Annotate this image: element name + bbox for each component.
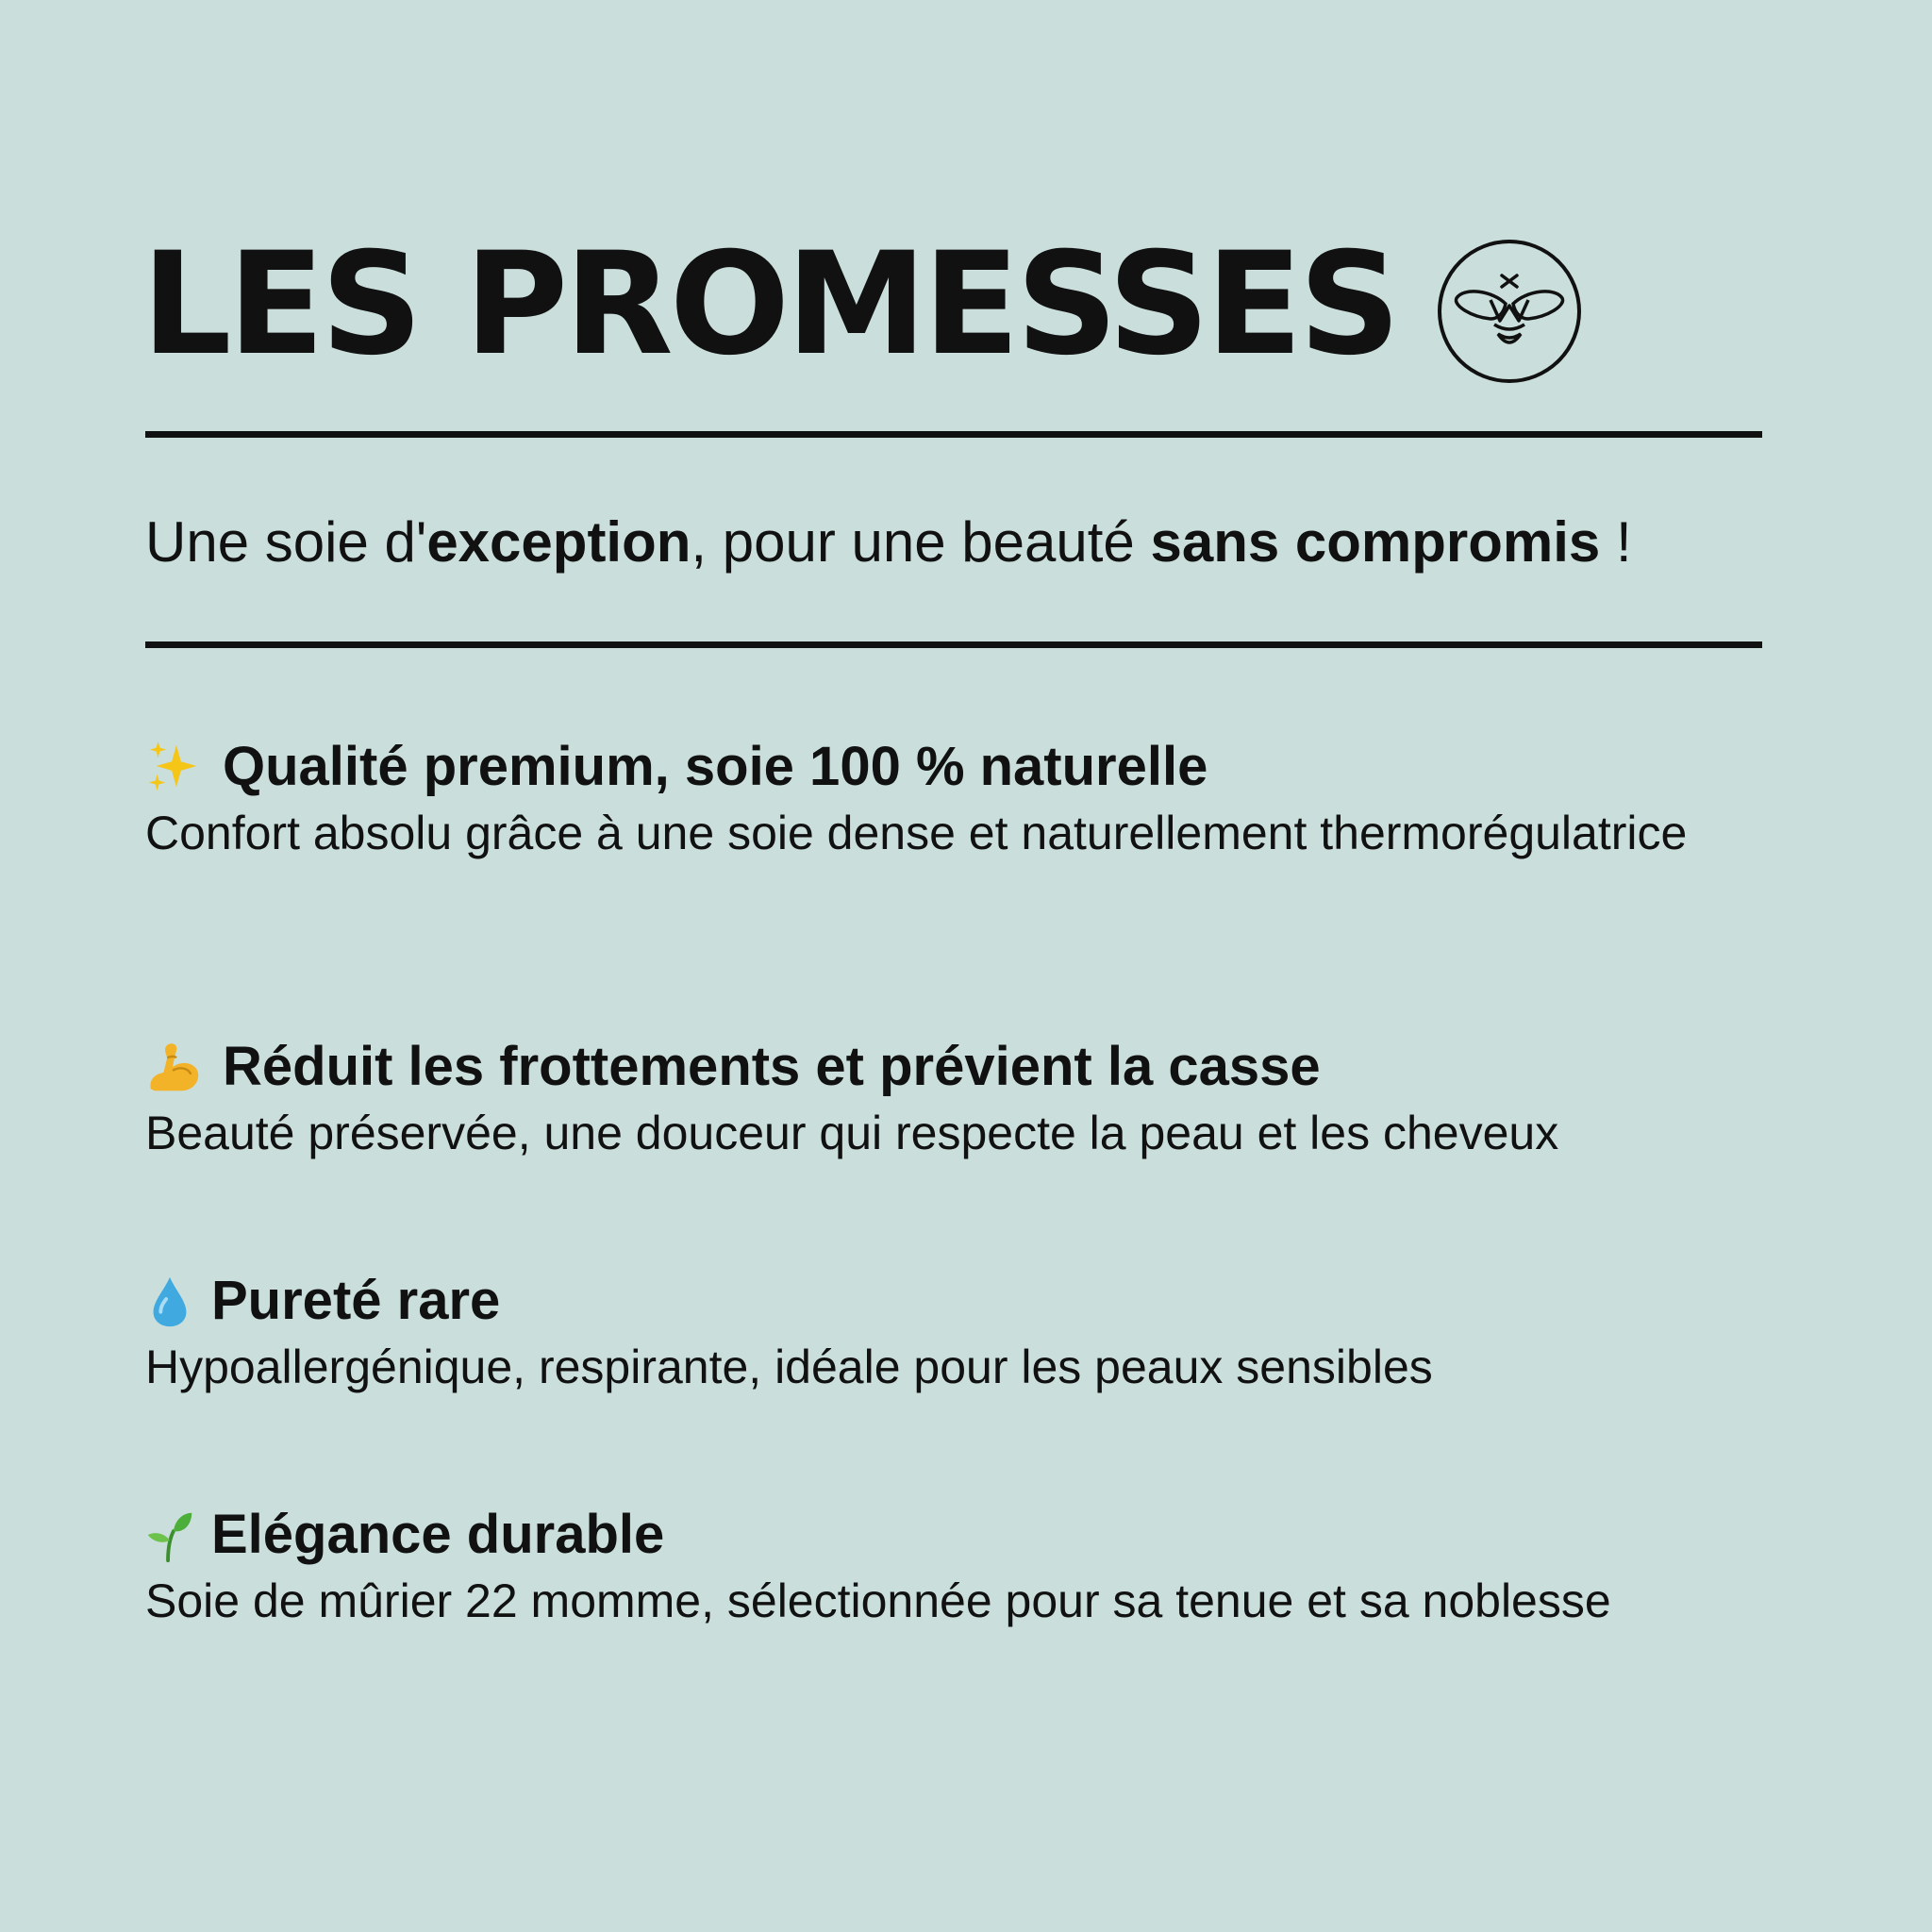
droplet-icon xyxy=(145,1272,194,1330)
promise-description: Hypoallergénique, respirante, idéale pour les peaux sensibles xyxy=(145,1341,1433,1393)
promise-title: Pureté rare xyxy=(211,1270,501,1331)
tagline-text-3: ! xyxy=(1600,510,1632,574)
promise-item xyxy=(145,1034,1787,1166)
tagline-text-2: , pour une beauté xyxy=(691,510,1151,574)
promise-title: Elégance durable xyxy=(211,1504,665,1565)
promise-description: Soie de mûrier 22 momme, sélectionnée pour sa tenue et sa noblesse xyxy=(145,1574,1611,1627)
promise-item xyxy=(145,1502,1787,1634)
promise-heading xyxy=(145,734,1787,800)
divider-top xyxy=(145,431,1762,438)
promise-heading xyxy=(145,1268,1787,1334)
promise-heading xyxy=(145,1502,1787,1568)
tagline xyxy=(145,509,1632,575)
promise-item xyxy=(145,734,1787,866)
seedling-icon xyxy=(145,1506,194,1564)
flexed-biceps-icon xyxy=(145,1038,204,1096)
promise-title: Réduit les frottements et prévient la casse xyxy=(223,1036,1321,1097)
promise-description: Beauté préservée, une douceur qui respecte la peau et les cheveux xyxy=(145,1107,1559,1159)
bee-logo-icon xyxy=(1436,238,1583,385)
promise-description: Confort absolu grâce à une soie dense et naturellement thermorégulatrice xyxy=(145,807,1688,859)
promise-item xyxy=(145,1268,1787,1400)
page-title: LES PROMESSES xyxy=(142,223,1397,387)
tagline-text-1: Une soie d' xyxy=(145,510,427,574)
tagline-bold-2: sans compromis xyxy=(1150,510,1601,574)
tagline-bold-1: exception xyxy=(426,510,691,574)
promise-title: Qualité premium, soie 100 % naturelle xyxy=(223,736,1208,797)
promise-heading xyxy=(145,1034,1787,1100)
sparkles-icon xyxy=(145,738,204,796)
divider-bottom xyxy=(145,641,1762,648)
